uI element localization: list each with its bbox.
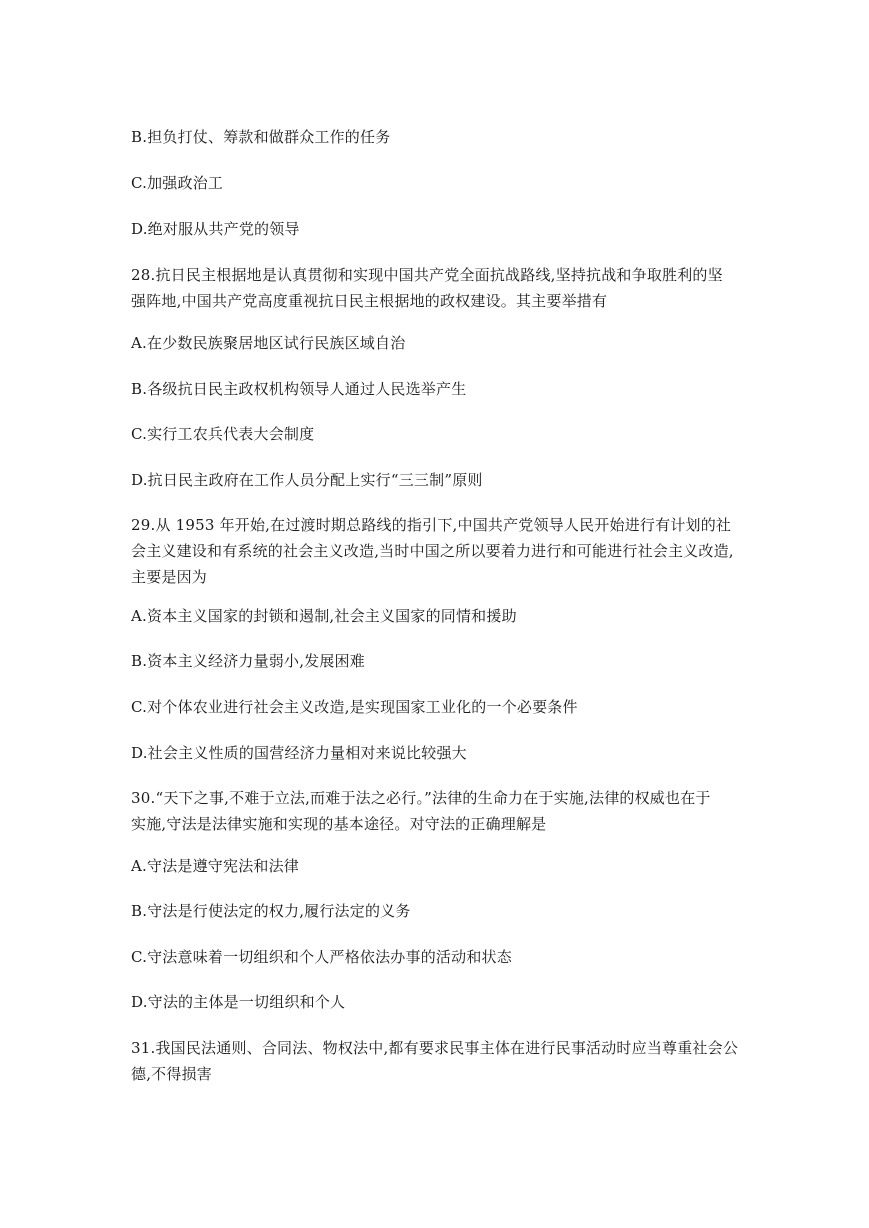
question-28-stem-line-2: 强阵地,中国共产党高度重视抗日民主根据地的政权建设。其主要举措有 — [131, 292, 608, 310]
option-q28-b: B.各级抗日民主政权机构领导人通过人民选举产生 — [131, 380, 467, 398]
question-31-stem-line-2: 德,不得损害 — [131, 1065, 212, 1083]
option-q27-b: B.担负打仗、筹款和做群众工作的任务 — [131, 128, 391, 146]
question-30-stem-line-2: 实施,守法是法律实施和实现的基本途径。对守法的正确理解是 — [131, 815, 547, 833]
option-q27-d: D.绝对服从共产党的领导 — [131, 220, 300, 238]
option-q30-c: C.守法意味着一切组织和个人严格依法办事的活动和状态 — [131, 948, 512, 966]
question-31-stem-line-1: 31.我国民法通则、合同法、物权法中,都有要求民事主体在进行民事活动时应当尊重社会公 — [131, 1039, 739, 1057]
option-q30-a: A.守法是遵守宪法和法律 — [131, 857, 300, 875]
option-q28-a: A.在少数民族聚居地区试行民族区域自治 — [131, 334, 406, 352]
option-q30-d: D.守法的主体是一切组织和个人 — [131, 993, 346, 1011]
question-30-stem-line-1: 30.“天下之事,不难于立法,而难于法之必行。”法律的生命力在于实施,法律的权威也在于 — [131, 789, 711, 807]
option-q30-b: B.守法是行使法定的权力,履行法定的义务 — [131, 902, 411, 920]
option-q28-d: D.抗日民主政府在工作人员分配上实行“三三制”原则 — [131, 471, 483, 489]
option-q29-a: A.资本主义国家的封锁和遏制,社会主义国家的同情和援助 — [131, 607, 517, 625]
question-29-stem-line-1: 29.从 1953 年开始,在过渡时期总路线的指引下,中国共产党领导人民开始进行有计划的社 — [131, 516, 732, 534]
question-28-stem-line-1: 28.抗日民主根据地是认真贯彻和实现中国共产党全面抗战路线,坚持抗战和争取胜利的坚 — [131, 266, 723, 284]
option-q29-b: B.资本主义经济力量弱小,发展困难 — [131, 652, 365, 670]
option-q29-c: C.对个体农业进行社会主义改造,是实现国家工业化的一个必要条件 — [131, 698, 578, 716]
question-29-stem-line-3: 主要是因为 — [131, 568, 208, 586]
option-q29-d: D.社会主义性质的国营经济力量相对来说比较强大 — [131, 744, 467, 762]
option-q27-c: C.加强政治工 — [131, 174, 224, 192]
option-q28-c: C.实行工农兵代表大会制度 — [131, 425, 315, 443]
question-29-stem-line-2: 会主义建设和有系统的社会主义改造,当时中国之所以要着力进行和可能进行社会主义改造, — [131, 542, 734, 560]
